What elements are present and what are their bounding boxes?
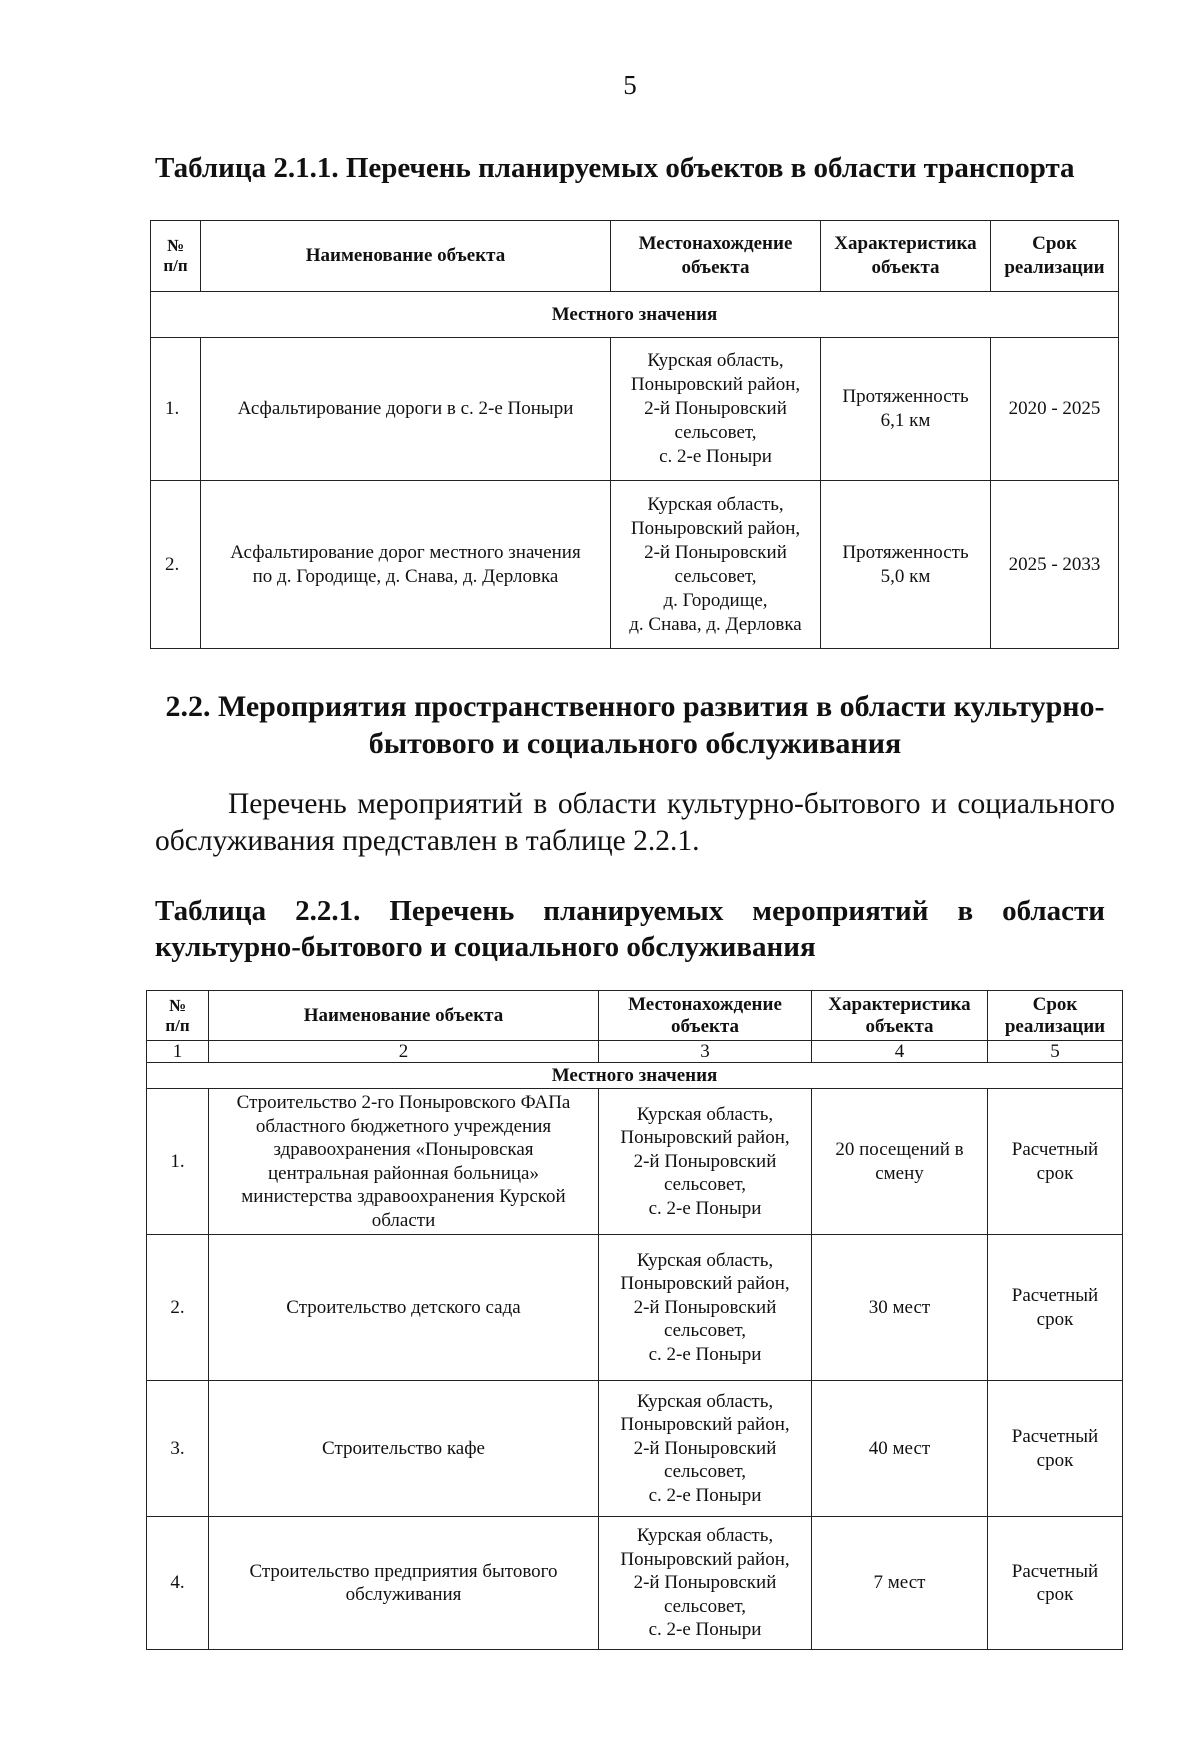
row-name: Асфальтирование дорог местного значения по д. Городище, д. Снава, д. Дерловка [201, 481, 611, 649]
row-location: Курская область, Поныровский район, 2-й Поныровский сельсовет, д. Городище, д. Снава, д. Дерловка [611, 481, 821, 649]
table-1-title: Таблица 2.1.1. Перечень планируемых объектов в области транспорта [155, 152, 1075, 184]
header-characteristic: Характеристика объекта [821, 221, 991, 292]
page-number: 5 [623, 70, 637, 100]
col-number: 2 [209, 1041, 599, 1063]
col-number: 3 [599, 1041, 812, 1063]
row-characteristic: 40 мест [812, 1381, 988, 1517]
table-row [151, 481, 1119, 649]
row-name: Строительство детского сада [209, 1235, 599, 1381]
section-heading: 2.2. Мероприятия пространственного развития в области культурно- бытового и социального обслуживания [165, 690, 1105, 760]
row-characteristic: 7 мест [812, 1517, 988, 1650]
table-row [147, 1381, 1123, 1517]
section-paragraph: Перечень мероприятий в области культурно-бытового и социального обслуживания представлен в таблице 2.2.1. [155, 788, 1115, 857]
col-number: 1 [147, 1041, 209, 1063]
header-characteristic: Характеристика объекта [812, 991, 988, 1041]
row-num: 1. [147, 1089, 209, 1235]
row-characteristic: 20 посещений в смену [812, 1089, 988, 1235]
row-characteristic: 30 мест [812, 1235, 988, 1381]
header-location: Местонахождение объекта [599, 991, 812, 1041]
row-name: Асфальтирование дороги в с. 2-е Поныри [201, 338, 611, 481]
header-num: № п/п [151, 221, 201, 292]
row-num: 4. [147, 1517, 209, 1650]
row-name: Строительство 2-го Поныровского ФАПа областного бюджетного учреждения здравоохранения «Поныровская центральная районная больница» министерства здравоохранения Курской области [209, 1089, 599, 1235]
group-label: Местного значения [151, 292, 1119, 338]
social-services-table [146, 990, 1123, 1650]
group-row [147, 1063, 1123, 1089]
row-num: 3. [147, 1381, 209, 1517]
row-location: Курская область, Поныровский район, 2-й Поныровский сельсовет, с. 2-е Поныри [611, 338, 821, 481]
column-numbers-row [147, 1041, 1123, 1063]
row-term: Расчетный срок [988, 1235, 1123, 1381]
row-term: 2025 - 2033 [991, 481, 1119, 649]
table-row [147, 1235, 1123, 1381]
header-num: № п/п [147, 991, 209, 1041]
table-header-row [151, 221, 1119, 292]
group-label: Местного значения [147, 1063, 1123, 1089]
row-term: Расчетный срок [988, 1381, 1123, 1517]
row-num: 2. [151, 481, 201, 649]
header-name: Наименование объекта [201, 221, 611, 292]
table-row [147, 1517, 1123, 1650]
row-characteristic: Протяженность 5,0 км [821, 481, 991, 649]
row-num: 2. [147, 1235, 209, 1381]
header-name: Наименование объекта [209, 991, 599, 1041]
row-term: Расчетный срок [988, 1517, 1123, 1650]
table-row [147, 1089, 1123, 1235]
table-row [151, 338, 1119, 481]
row-location: Курская область, Поныровский район, 2-й Поныровский сельсовет, с. 2-е Поныри [599, 1089, 812, 1235]
transport-objects-table [150, 220, 1119, 649]
row-name: Строительство кафе [209, 1381, 599, 1517]
row-term: Расчетный срок [988, 1089, 1123, 1235]
row-term: 2020 - 2025 [991, 338, 1119, 481]
row-name: Строительство предприятия бытового обслуживания [209, 1517, 599, 1650]
row-location: Курская область, Поныровский район, 2-й Поныровский сельсовет, с. 2-е Поныри [599, 1381, 812, 1517]
group-row [151, 292, 1119, 338]
col-number: 4 [812, 1041, 988, 1063]
row-num: 1. [151, 338, 201, 481]
row-location: Курская область, Поныровский район, 2-й Поныровский сельсовет, с. 2-е Поныри [599, 1235, 812, 1381]
header-location: Местонахождение объекта [611, 221, 821, 292]
header-term: Срок реализации [991, 221, 1119, 292]
row-characteristic: Протяженность 6,1 км [821, 338, 991, 481]
table-header-row [147, 991, 1123, 1041]
table-2-title: Таблица 2.2.1. Перечень планируемых мероприятий в области культурно-бытового и социального обслуживания [155, 895, 1105, 963]
row-location: Курская область, Поныровский район, 2-й Поныровский сельсовет, с. 2-е Поныри [599, 1517, 812, 1650]
col-number: 5 [988, 1041, 1123, 1063]
header-term: Срок реализации [988, 991, 1123, 1041]
